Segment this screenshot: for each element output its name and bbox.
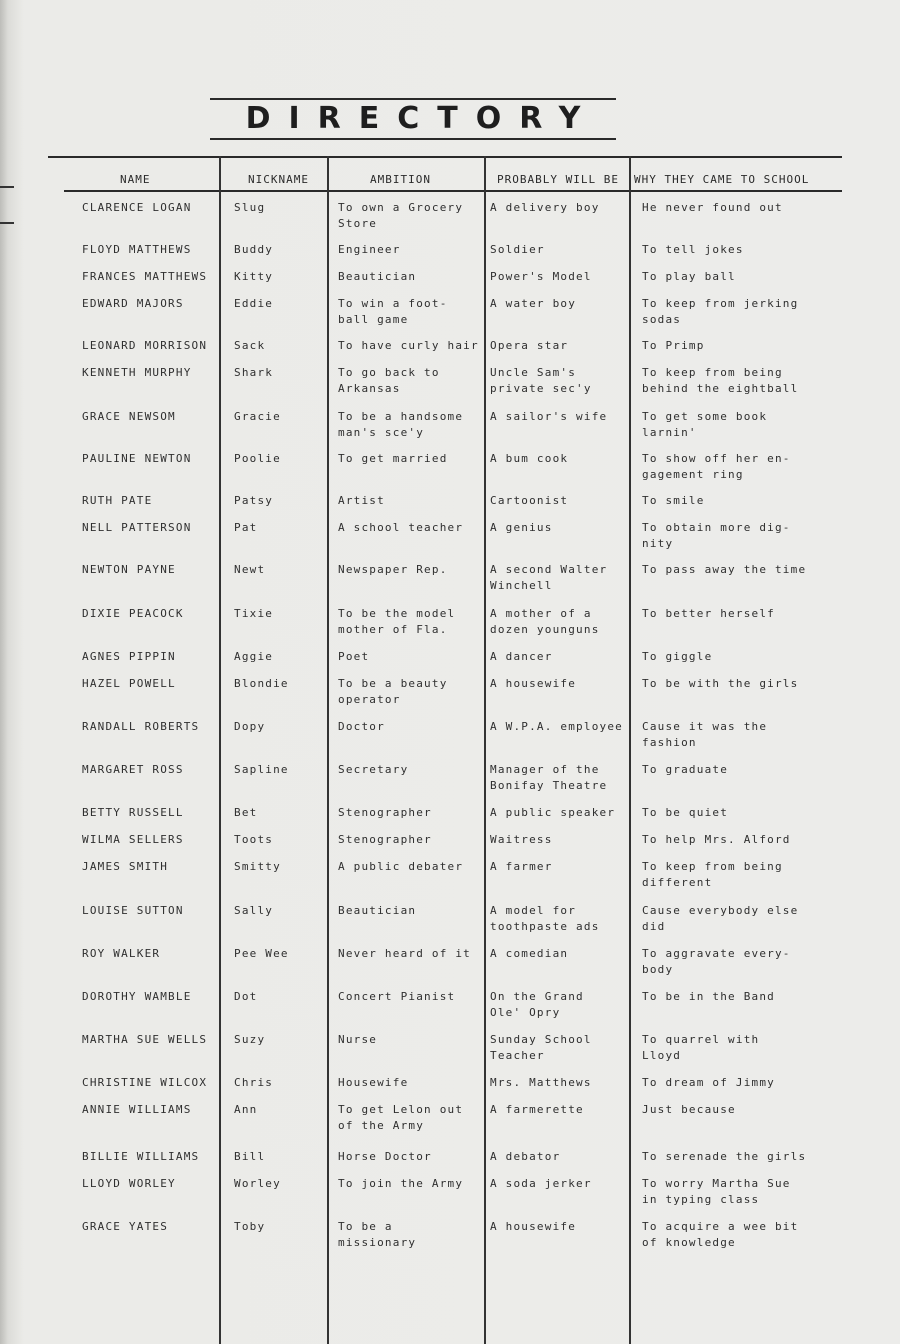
column-divider <box>629 156 631 1344</box>
table-top-rule <box>48 156 842 158</box>
student-probably-will-be: A soda jerker <box>490 1177 592 1190</box>
student-name: EDWARD MAJORS <box>82 297 184 310</box>
student-why-came: To play ball <box>642 270 736 283</box>
student-nickname: Suzy <box>234 1033 266 1046</box>
student-ambition: To be the model <box>338 607 456 620</box>
student-why-came: To be quiet <box>642 806 729 819</box>
student-probably-will-be: Ole' Opry <box>490 1006 561 1019</box>
student-probably-will-be: A dancer <box>490 650 553 663</box>
student-nickname: Buddy <box>234 243 274 256</box>
student-nickname: Shark <box>234 366 274 379</box>
student-why-came: To be in the Band <box>642 990 775 1003</box>
student-name: LEONARD MORRISON <box>82 339 208 352</box>
student-ambition: To win a foot- <box>338 297 448 310</box>
student-probably-will-be: A genius <box>490 521 553 534</box>
student-why-came: To show off her en- <box>642 452 791 465</box>
student-nickname: Patsy <box>234 494 274 507</box>
student-probably-will-be: A water boy <box>490 297 577 310</box>
student-ambition: To get married <box>338 452 448 465</box>
student-why-came: To keep from being <box>642 860 783 873</box>
student-ambition: Artist <box>338 494 385 507</box>
student-nickname: Blondie <box>234 677 289 690</box>
student-probably-will-be: Sunday School <box>490 1033 592 1046</box>
student-name: BETTY RUSSELL <box>82 806 184 819</box>
student-ambition: Doctor <box>338 720 385 733</box>
student-ambition: Poet <box>338 650 370 663</box>
student-probably-will-be: Cartoonist <box>490 494 569 507</box>
student-name: CHRISTINE WILCOX <box>82 1076 208 1089</box>
column-divider <box>219 156 221 1344</box>
student-probably-will-be: Teacher <box>490 1049 545 1062</box>
student-name: BILLIE WILLIAMS <box>82 1150 200 1163</box>
student-ambition: of the Army <box>338 1119 425 1132</box>
student-name: AGNES PIPPIN <box>82 650 176 663</box>
student-nickname: Newt <box>234 563 266 576</box>
student-probably-will-be: Power's Model <box>490 270 592 283</box>
student-probably-will-be: A comedian <box>490 947 569 960</box>
student-name: HAZEL POWELL <box>82 677 176 690</box>
student-ambition: ball game <box>338 313 409 326</box>
student-name: DOROTHY WAMBLE <box>82 990 192 1003</box>
student-nickname: Worley <box>234 1177 281 1190</box>
student-nickname: Ann <box>234 1103 258 1116</box>
student-why-came: of knowledge <box>642 1236 736 1249</box>
student-why-came: body <box>642 963 674 976</box>
student-probably-will-be: A model for <box>490 904 577 917</box>
student-ambition: Secretary <box>338 763 409 776</box>
student-ambition: To own a Grocery <box>338 201 464 214</box>
student-ambition: Horse Doctor <box>338 1150 432 1163</box>
student-ambition: To be a <box>338 1220 393 1233</box>
student-probably-will-be: A bum cook <box>490 452 569 465</box>
student-nickname: Dot <box>234 990 258 1003</box>
student-why-came: To obtain more dig- <box>642 521 791 534</box>
student-ambition: Newspaper Rep. <box>338 563 448 576</box>
student-why-came: To help Mrs. Alford <box>642 833 791 846</box>
student-why-came: To worry Martha Sue <box>642 1177 791 1190</box>
student-name: GRACE YATES <box>82 1220 169 1233</box>
student-probably-will-be: Winchell <box>490 579 553 592</box>
student-ambition: A school teacher <box>338 521 464 534</box>
student-name: ANNIE WILLIAMS <box>82 1103 192 1116</box>
student-why-came: To acquire a wee bit <box>642 1220 799 1233</box>
student-name: CLARENCE LOGAN <box>82 201 192 214</box>
student-ambition: man's sce'y <box>338 426 425 439</box>
student-ambition: To be a handsome <box>338 410 464 423</box>
student-why-came: To Primp <box>642 339 705 352</box>
student-probably-will-be: Soldier <box>490 243 545 256</box>
binding-mark <box>0 222 14 224</box>
student-ambition: Beautician <box>338 270 417 283</box>
student-why-came: Cause everybody else <box>642 904 799 917</box>
student-probably-will-be: A W.P.A. employee <box>490 720 623 733</box>
student-name: NELL PATTERSON <box>82 521 192 534</box>
student-ambition: To have curly hair <box>338 339 479 352</box>
student-ambition: Engineer <box>338 243 401 256</box>
student-name: MARTHA SUE WELLS <box>82 1033 208 1046</box>
student-probably-will-be: A public speaker <box>490 806 616 819</box>
student-why-came: To graduate <box>642 763 729 776</box>
student-ambition: Housewife <box>338 1076 409 1089</box>
header-rule <box>64 190 842 192</box>
student-nickname: Toby <box>234 1220 266 1233</box>
student-probably-will-be: A farmer <box>490 860 553 873</box>
page-title: DIRECTORY <box>245 101 599 136</box>
student-why-came: larnin' <box>642 426 697 439</box>
student-ambition: mother of Fla. <box>338 623 448 636</box>
student-probably-will-be: toothpaste ads <box>490 920 600 933</box>
student-nickname: Aggie <box>234 650 274 663</box>
student-probably-will-be: private sec'y <box>490 382 592 395</box>
student-nickname: Dopy <box>234 720 266 733</box>
student-probably-will-be: Opera star <box>490 339 569 352</box>
student-ambition: Arkansas <box>338 382 401 395</box>
student-nickname: Bill <box>234 1150 266 1163</box>
student-ambition: To join the Army <box>338 1177 464 1190</box>
student-why-came: To quarrel with <box>642 1033 760 1046</box>
student-ambition: Store <box>338 217 378 230</box>
student-why-came: different <box>642 876 713 889</box>
student-probably-will-be: A farmerette <box>490 1103 584 1116</box>
student-nickname: Toots <box>234 833 274 846</box>
student-why-came: nity <box>642 537 674 550</box>
student-probably-will-be: Bonifay Theatre <box>490 779 608 792</box>
student-name: RANDALL ROBERTS <box>82 720 200 733</box>
column-divider <box>327 156 329 1344</box>
student-ambition: operator <box>338 693 401 706</box>
column-header-nickname: NICKNAME <box>248 173 309 186</box>
student-why-came: To pass away the time <box>642 563 807 576</box>
student-why-came: To tell jokes <box>642 243 744 256</box>
student-why-came: Cause it was the <box>642 720 768 733</box>
student-name: MARGARET ROSS <box>82 763 184 776</box>
student-nickname: Pee Wee <box>234 947 289 960</box>
column-divider <box>484 156 486 1344</box>
student-ambition: Stenographer <box>338 806 432 819</box>
student-name: WILMA SELLERS <box>82 833 184 846</box>
student-why-came: Lloyd <box>642 1049 682 1062</box>
student-why-came: To dream of Jimmy <box>642 1076 775 1089</box>
student-probably-will-be: Waitress <box>490 833 553 846</box>
student-name: FRANCES MATTHEWS <box>82 270 208 283</box>
student-ambition: Nurse <box>338 1033 378 1046</box>
student-why-came: To giggle <box>642 650 713 663</box>
student-ambition: To get Lelon out <box>338 1103 464 1116</box>
student-probably-will-be: A second Walter <box>490 563 608 576</box>
student-nickname: Pat <box>234 521 258 534</box>
student-why-came: behind the eightball <box>642 382 799 395</box>
student-why-came: did <box>642 920 666 933</box>
student-name: ROY WALKER <box>82 947 161 960</box>
student-name: KENNETH MURPHY <box>82 366 192 379</box>
student-probably-will-be: Mrs. Matthews <box>490 1076 592 1089</box>
student-why-came: gagement ring <box>642 468 744 481</box>
student-nickname: Smitty <box>234 860 281 873</box>
binding-mark <box>0 186 14 188</box>
student-nickname: Poolie <box>234 452 281 465</box>
student-nickname: Sapline <box>234 763 289 776</box>
column-header-why-they-came: WHY THEY CAME TO SCHOOL <box>634 173 810 186</box>
column-header-probably-will-be: PROBABLY WILL BE <box>497 173 619 186</box>
student-probably-will-be: A housewife <box>490 677 577 690</box>
student-ambition: Never heard of it <box>338 947 471 960</box>
student-why-came: To serenade the girls <box>642 1150 807 1163</box>
student-ambition: Beautician <box>338 904 417 917</box>
student-ambition: A public debater <box>338 860 464 873</box>
student-why-came: To better herself <box>642 607 775 620</box>
student-nickname: Kitty <box>234 270 274 283</box>
student-ambition: To be a beauty <box>338 677 448 690</box>
student-nickname: Sack <box>234 339 266 352</box>
title-box <box>210 98 616 140</box>
student-nickname: Slug <box>234 201 266 214</box>
student-nickname: Chris <box>234 1076 274 1089</box>
column-header-name: NAME <box>120 173 151 186</box>
student-name: JAMES SMITH <box>82 860 169 873</box>
student-why-came: To keep from being <box>642 366 783 379</box>
student-nickname: Gracie <box>234 410 281 423</box>
student-nickname: Tixie <box>234 607 274 620</box>
student-probably-will-be: A debator <box>490 1150 561 1163</box>
student-why-came: To aggravate every- <box>642 947 791 960</box>
student-name: GRACE NEWSOM <box>82 410 176 423</box>
student-nickname: Bet <box>234 806 258 819</box>
student-name: NEWTON PAYNE <box>82 563 176 576</box>
student-probably-will-be: A delivery boy <box>490 201 600 214</box>
student-name: FLOYD MATTHEWS <box>82 243 192 256</box>
student-name: LLOYD WORLEY <box>82 1177 176 1190</box>
student-name: LOUISE SUTTON <box>82 904 184 917</box>
student-why-came: fashion <box>642 736 697 749</box>
student-why-came: To smile <box>642 494 705 507</box>
student-why-came: To be with the girls <box>642 677 799 690</box>
student-name: PAULINE NEWTON <box>82 452 192 465</box>
student-why-came: To keep from jerking <box>642 297 799 310</box>
student-probably-will-be: A sailor's wife <box>490 410 608 423</box>
student-ambition: Stenographer <box>338 833 432 846</box>
student-probably-will-be: A mother of a <box>490 607 592 620</box>
student-probably-will-be: A housewife <box>490 1220 577 1233</box>
student-why-came: He never found out <box>642 201 783 214</box>
student-ambition: To go back to <box>338 366 440 379</box>
student-why-came: Just because <box>642 1103 736 1116</box>
student-name: DIXIE PEACOCK <box>82 607 184 620</box>
student-nickname: Eddie <box>234 297 274 310</box>
student-ambition: Concert Pianist <box>338 990 456 1003</box>
student-why-came: sodas <box>642 313 682 326</box>
column-header-ambition: AMBITION <box>370 173 431 186</box>
student-why-came: in typing class <box>642 1193 760 1206</box>
student-probably-will-be: dozen younguns <box>490 623 600 636</box>
student-probably-will-be: Uncle Sam's <box>490 366 577 379</box>
student-probably-will-be: On the Grand <box>490 990 584 1003</box>
student-ambition: missionary <box>338 1236 417 1249</box>
student-probably-will-be: Manager of the <box>490 763 600 776</box>
student-why-came: To get some book <box>642 410 768 423</box>
student-nickname: Sally <box>234 904 274 917</box>
student-name: RUTH PATE <box>82 494 153 507</box>
